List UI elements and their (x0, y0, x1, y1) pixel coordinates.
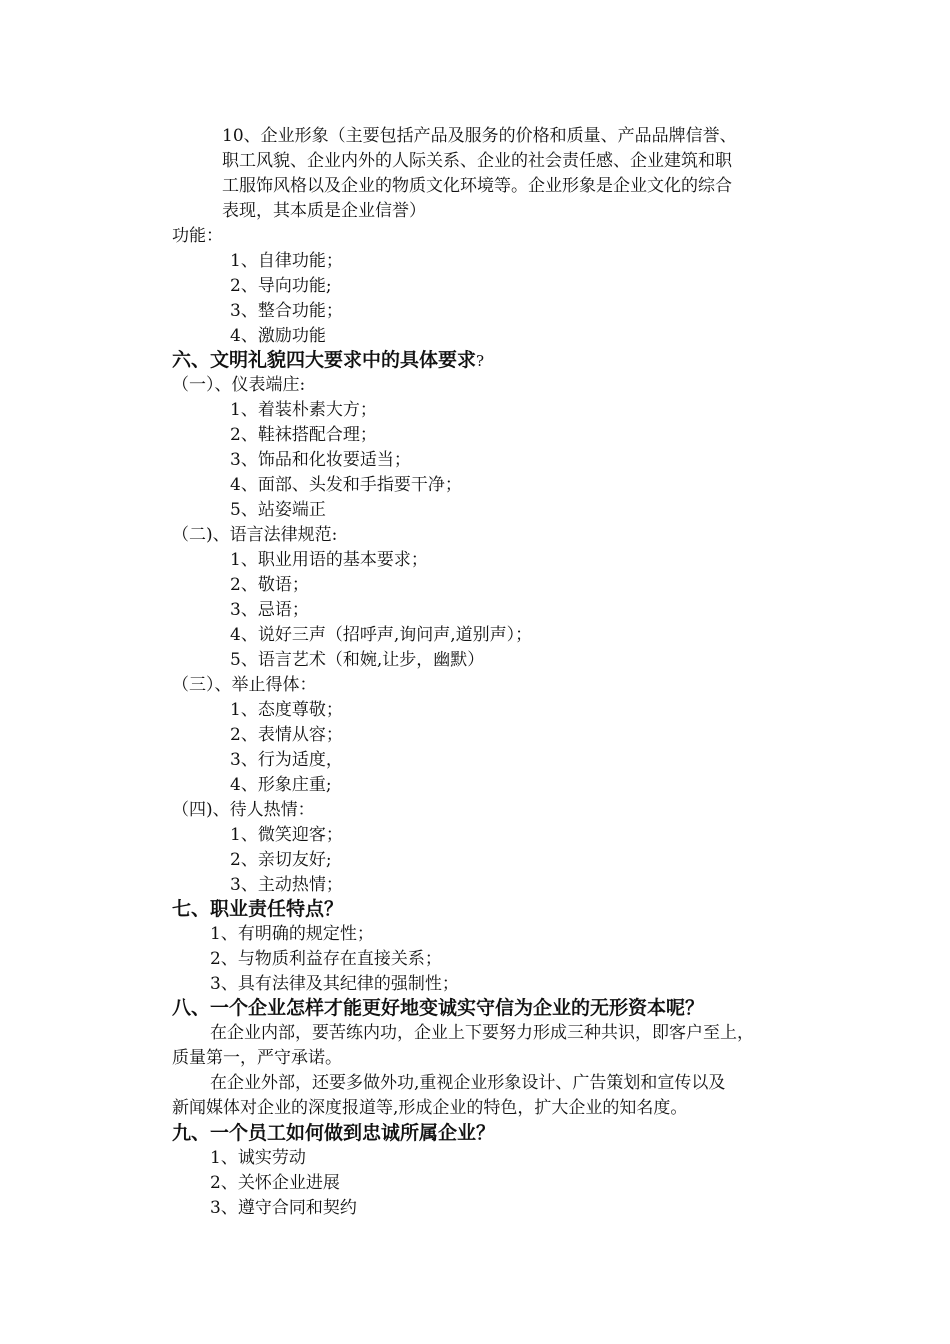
list-item: 3、主动热情； (230, 875, 343, 895)
list-item: 3、遵守合同和契约 (210, 1198, 357, 1218)
list-item: 3、忌语； (230, 600, 309, 620)
section-heading (172, 348, 484, 374)
list-item: 4、形象庄重; (230, 775, 332, 795)
intro-line: 表现，其本质是企业信誉） (222, 201, 426, 221)
section-heading: 八、一个企业怎样才能更好地变诚实守信为企业的无形资本呢？ (172, 997, 705, 1019)
list-item: 1、自律功能； (230, 251, 343, 271)
list-item: 1、微笑迎客； (230, 825, 343, 845)
list-item: 4、说好三声（招呼声,询问声,道别声）； (230, 625, 533, 645)
paragraph-line: 在企业内部，要苦练内功，企业上下要努力形成三种共识，即客户至上， (210, 1023, 754, 1043)
group-title: （二)、语言法律规范: (172, 525, 338, 545)
paragraph-line: 新闻媒体对企业的深度报道等,形成企业的特色，扩大企业的知名度。 (172, 1098, 688, 1118)
list-item: 2、与物质利益存在直接关系； (210, 949, 442, 969)
list-item: 5、站姿端正 (230, 500, 326, 520)
list-item: 2、表情从容； (230, 725, 343, 745)
group-title: （一）、仪表端庄: (172, 375, 306, 395)
functions-label: 功能： (172, 226, 223, 246)
paragraph-line: 在企业外部，还要多做外功,重视企业形象设计、广告策划和宣传以及 (210, 1073, 726, 1093)
intro-line: 职工风貌、企业内外的人际关系、企业的社会责任感、企业建筑和职 (222, 151, 732, 171)
group-title: （四)、待人热情： (172, 800, 315, 820)
list-item: 2、导向功能; (230, 276, 332, 296)
list-item: 4、面部、头发和手指要干净； (230, 475, 462, 495)
list-item: 2、关怀企业进展 (210, 1173, 340, 1193)
group-title: （三）、举止得体： (172, 675, 317, 695)
intro-line: 10、企业形象（主要包括产品及服务的价格和质量、产品品牌信誉、 (222, 126, 737, 146)
paragraph-line: 质量第一，严守承诺。 (172, 1048, 342, 1068)
list-item: 3、具有法律及其纪律的强制性； (210, 974, 459, 994)
list-item: 3、饰品和化妆要适当； (230, 450, 411, 470)
list-item: 3、整合功能； (230, 301, 343, 321)
list-item: 5、语言艺术（和婉,让步，幽默） (230, 650, 485, 670)
list-item: 1、诚实劳动 (210, 1148, 306, 1168)
section-heading: 九、一个员工如何做到忠诚所属企业？ (172, 1122, 496, 1144)
list-item: 2、鞋袜搭配合理； (230, 425, 377, 445)
list-item: 2、亲切友好; (230, 850, 332, 870)
section-heading-text: 六、文明礼貌四大要求中的具体要求 (172, 349, 477, 371)
list-item: 1、职业用语的基本要求； (230, 550, 428, 570)
list-item: 3、行为适度， (230, 750, 343, 770)
list-item: 4、激励功能 (230, 326, 326, 346)
list-item: 2、敬语； (230, 575, 309, 595)
list-item: 1、态度尊敬； (230, 700, 343, 720)
intro-line: 工服饰风格以及企业的物质文化环境等。企业形象是企业文化的综合 (222, 176, 732, 196)
section-heading: 七、职业责任特点？ (172, 898, 344, 920)
heading-mark: ? (476, 352, 485, 370)
list-item: 1、有明确的规定性； (210, 924, 374, 944)
list-item: 1、着装朴素大方； (230, 400, 377, 420)
